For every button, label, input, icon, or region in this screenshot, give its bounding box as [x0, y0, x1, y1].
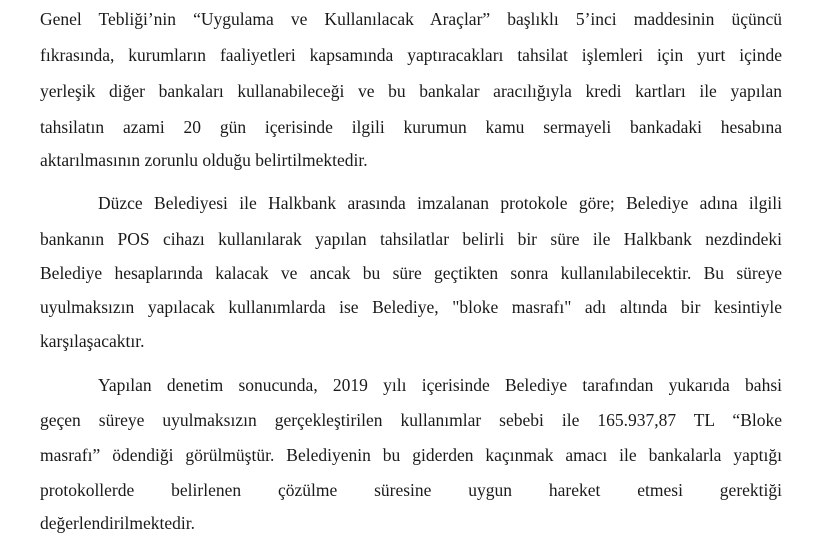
paragraph-2-line-3: Belediye hesaplarında kalacak ve ancak bu süre geçtikten sonra kullanılabilecektir. Bu süreye [40, 263, 782, 283]
paragraph-3-line-3: masrafı” ödendiği görülmüştür. Belediyenin bu giderden kaçınmak amacı ile bankalarla yaptığı [40, 445, 782, 465]
paragraph-3-line-5: değerlendirilmektedir. [40, 513, 196, 533]
paragraph-3-line-1: Yapılan denetim sonucunda, 2019 yılı içerisinde Belediye tarafından yukarıda bahsi [98, 375, 782, 395]
paragraph-1-line-5: aktarılmasının zorunlu olduğu belirtilmektedir. [40, 150, 368, 170]
paragraph-1-line-3: yerleşik diğer bankaları kullanabileceği ve bu bankalar aracılığıyla kredi kartları ile yapılan [40, 81, 782, 101]
paragraph-1-line-1: Genel Tebliği’nin “Uygulama ve Kullanılacak Araçlar” başlıklı 5’inci maddesinin üçüncü [40, 9, 782, 29]
paragraph-1-line-2: fıkrasında, kurumların faaliyetleri kapsamında yaptıracakları tahsilat işlemleri için yurt içinde [40, 45, 782, 65]
paragraph-2-line-1: Düzce Belediyesi ile Halkbank arasında imzalanan protokole göre; Belediye adına ilgili [98, 193, 782, 213]
paragraph-2-line-5: karşılaşacaktır. [40, 331, 145, 351]
paragraph-1-line-4: tahsilatın azami 20 gün içerisinde ilgili kurumun kamu sermayeli bankadaki hesabına [40, 117, 782, 137]
paragraph-2-line-2: bankanın POS cihazı kullanılarak yapılan tahsilatlar belirli bir süre ile Halkbank nezdindeki [40, 229, 782, 249]
paragraph-2-line-4: uyulmaksızın yapılacak kullanımlarda ise Belediye, "bloke masrafı" adı altında bir kesintiyle [40, 297, 782, 317]
paragraph-3-line-2: geçen süreye uyulmaksızın gerçekleştirilen kullanımlar sebebi ile 165.937,87 TL “Bloke [40, 410, 782, 430]
paragraph-3-line-4: protokollerde belirlenen çözülme süresine uygun hareket etmesi gerektiği [40, 480, 782, 500]
